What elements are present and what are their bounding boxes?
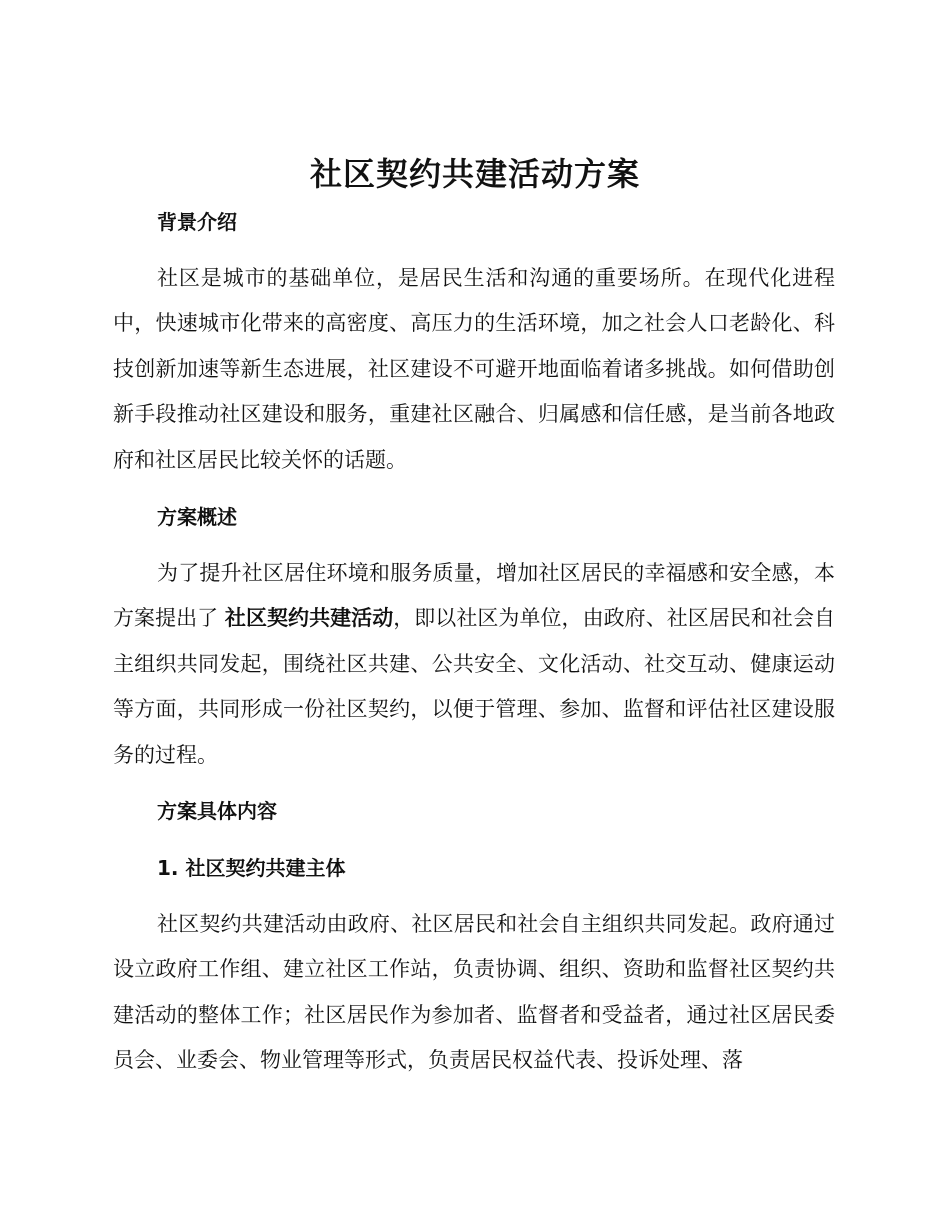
section-heading-details: 方案具体内容 (157, 799, 277, 823)
document-title: 社区契约共建活动方案 (309, 155, 640, 193)
subsection-paragraph-subjects: 社区契约共建活动由政府、社区居民和社会自主组织共同发起。政府通过设立政府工作组、建立社区工作站，负责协调、组织、资助和监督社区契约共建活动的整体工作；社区居民作为参加者、监督者和受益者，通过社区居民委员会、业委会、物业管理等形式，负责居民权益代表、投诉处理、落 (113, 912, 835, 1073)
subsection-heading-subjects: 1. 社区契约共建主体 (157, 856, 346, 880)
overview-highlight: 社区契约共建活动 (224, 606, 394, 631)
section-heading-background: 背景介绍 (157, 210, 237, 234)
overview-text-after: ，即以社区为单位，由政府、社区居民和社会自主组织共同发起，围绕社区共建、公共安全、文化活动、社交互动、健康运动等方面，共同形成一份社区契约，以便于管理、参加、监督和评估社区建设服务的过程。 (113, 606, 836, 767)
section-paragraph-overview (113, 551, 835, 778)
overview-text-before: 为了提升社区居住环境和服务质量，增加社区居民的幸福感和安全感，本方案提出了 (113, 561, 835, 631)
section-heading-overview: 方案概述 (157, 505, 237, 529)
section-paragraph-background: 社区是城市的基础单位，是居民生活和沟通的重要场所。在现代化进程中，快速城市化带来的高密度、高压力的生活环境，加之社会人口老龄化、科技创新加速等新生态进展，社区建设不可避开地面临着诸多挑战。如何借助创新手段推动社区建设和服务，重建社区融合、归属感和信任感，是当前各地政府和社区居民比较关怀的话题。 (113, 266, 835, 472)
